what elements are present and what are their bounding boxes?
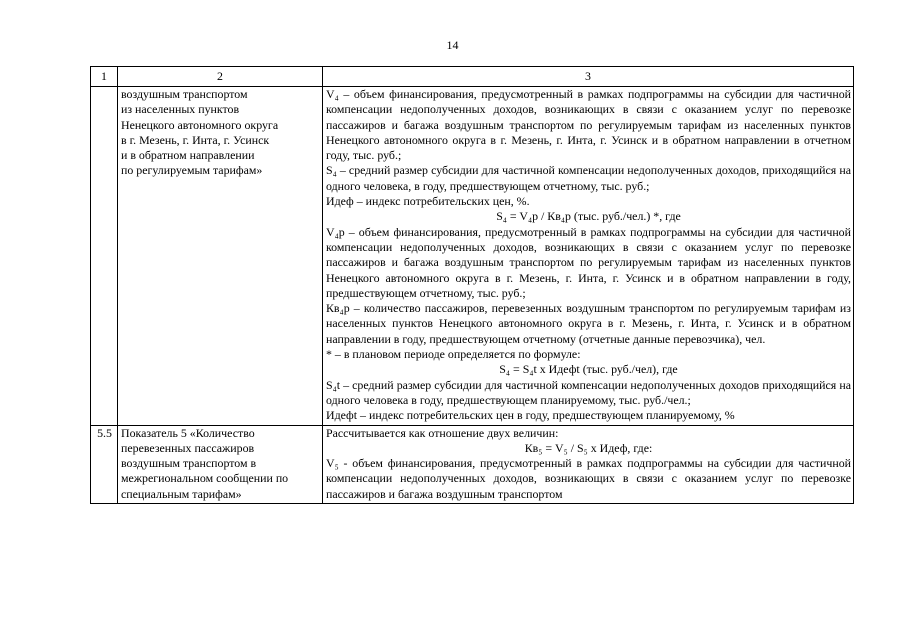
definition-paragraph: V₄р – объем финансирования, предусмотренный в рамках подпрограммы на субсидии для частичной компенсации недополученных доходов, возникающих в связи с оказанием услуг по перевозке пассажиров и багажа воздушным транспортом по регулируемым тарифам из населенных пунктов Ненецкого автономного округа в г. Мезень, г. Инта, г. Усинск и в обратном направлении в году, предшествующем отчетному, тыс. руб.;	[326, 224, 851, 300]
indicator-name-line: воздушным транспортом	[121, 87, 248, 101]
definition-paragraph: V₄ – объем финансирования, предусмотренный в рамках подпрограммы на субсидии для частичной компенсации недополученных доходов, возникающих в связи с оказанием услуг по перевозке пассажиров и багажа воздушным транспортом по регулируемым тарифам из населенных пунктов Ненецкого автономного округа в г. Мезень, г. Инта, г. Усинск и в обратном направлении в отчетном году, тыс. руб.;	[326, 87, 851, 163]
definition-paragraph: * – в плановом периоде определяется по формуле:	[326, 347, 581, 362]
header-col-2: 2	[118, 67, 323, 87]
row-number	[91, 87, 118, 426]
calculation-method-cell	[323, 425, 854, 503]
page-number: 14	[446, 38, 459, 52]
definition-paragraph: Рассчитывается как отношение двух величин:	[326, 425, 559, 440]
indicator-name-line: воздушным транспортом в	[121, 456, 257, 471]
indicator-name-line: специальным тарифам»	[121, 486, 242, 501]
formula: S₄ = S₄t х Идефt (тыс. руб./чел), где	[499, 362, 678, 377]
indicator-name-line: и в обратном направлении	[121, 148, 255, 163]
indicator-name-cell	[118, 425, 323, 503]
formula: Кв₅ = V₅ / S₅ х Идеф, где:	[524, 440, 653, 455]
indicator-name-line: из населенных пунктов	[121, 102, 240, 117]
definition-paragraph: V₅ - объем финансирования, предусмотренный в рамках подпрограммы на субсидии для частичной компенсации недополученных доходов, возникающих в связи с оказанием услуг по перевозке пассажиров и багажа воздушным транспортом	[326, 456, 851, 501]
table-row	[91, 425, 854, 503]
indicator-name-line: Показатель 5 «Количество	[121, 425, 255, 440]
header-col-3: 3	[323, 67, 854, 87]
table-header-row	[91, 67, 854, 87]
table-row	[91, 87, 854, 426]
indicator-table	[90, 66, 854, 504]
row-number: 5.5	[91, 425, 118, 503]
header-col-1: 1	[91, 67, 118, 87]
definition-paragraph: S₄t – средний размер субсидии для частичной компенсации недополученных доходов приходящийся на одного человека в году, предшествующем планируемому, тыс. руб./чел.;	[326, 377, 851, 407]
indicator-name-line: межрегиональном сообщении по	[121, 471, 289, 486]
definition-paragraph: Идефt – индекс потребительских цен в году, предшествующем планируемому, %	[326, 408, 735, 423]
indicator-name-cell	[118, 87, 323, 426]
definition-paragraph: Кв₄р – количество пассажиров, перевезенных воздушным транспортом по регулируемым тарифам из населенных пунктов Ненецкого автономного округа в г. Мезень, г. Инта, г. Усинск и в обратном направлении в году, предшествующем отчетному (отчетные данные перевозчика), чел.	[326, 301, 851, 346]
indicator-name-line: по регулируемым тарифам»	[121, 163, 263, 178]
formula: S₄ = V₄р / Кв₄р (тыс. руб./чел.) *, где	[496, 209, 681, 224]
indicator-name-line: Ненецкого автономного округа	[121, 117, 279, 132]
calculation-method-cell	[323, 87, 854, 426]
indicator-name-line: в г. Мезень, г. Инта, г. Усинск	[121, 132, 270, 147]
indicator-name-line: перевезенных пассажиров	[121, 440, 255, 455]
definition-paragraph: Идеф – индекс потребительских цен, %.	[326, 194, 530, 209]
definition-paragraph: S₄ – средний размер субсидии для частичной компенсации недополученных доходов, приходящийся на одного человека, в году, предшествующем отчетному, тыс. руб.;	[326, 163, 851, 193]
